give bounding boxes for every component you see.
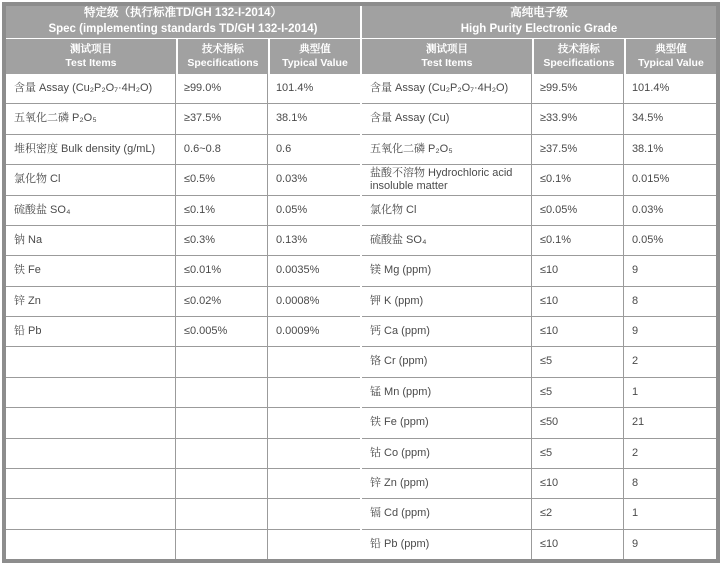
right-table-title [362,6,716,39]
right-grade-table [362,6,716,559]
spec-cell [176,530,268,559]
typical-value-cell [268,499,360,528]
table-row [6,469,360,499]
test-item-cell: 锰 Mn (ppm) [362,378,532,407]
test-item-cell: 铬 Cr (ppm) [362,347,532,376]
right-table-title-en: High Purity Electronic Grade [460,23,618,35]
spec-cell: ≥37.5% [532,135,624,164]
spec-cell: ≤0.3% [176,226,268,255]
spec-cell: ≤0.1% [176,196,268,225]
typical-value-cell: 1 [631,507,639,520]
column-header-specifications [532,39,624,74]
spec-cell: ≤0.005% [176,317,268,346]
test-item-cell [6,530,176,559]
test-item-cell: 氯化物 Cl [6,165,176,194]
spec-cell: ≤0.1% [532,226,624,255]
spec-cell: ≥99.0% [176,74,268,103]
spec-cell: ≤10 [532,317,624,346]
table-row [362,256,716,286]
test-item-cell [6,347,176,376]
test-item-cell: 铁 Fe [6,256,176,285]
test-item-cell: 含量 Assay (Cu₂P₂O₇·4H₂O) [362,74,532,103]
spec-cell: ≤50 [532,408,624,437]
column-header-label-cn: 测试项目 [425,42,468,55]
table-row [362,499,716,529]
spec-cell: ≤2 [532,499,624,528]
table-row [362,226,716,256]
right-table-title-cn: 高纯电子级 [510,7,568,20]
spec-cell: ≤10 [532,287,624,316]
typical-value-cell: 2 [631,355,639,368]
test-item-cell: 铅 Pb [6,317,176,346]
table-row [6,499,360,529]
typical-value-cell [268,347,360,376]
typical-value-cell: 0.03% [275,173,308,186]
spec-cell: ≤10 [532,469,624,498]
table-row [6,135,360,165]
typical-value-cell [268,408,360,437]
table-row [6,196,360,226]
column-header-label-cn: 测试项目 [69,42,112,55]
test-item-cell [6,378,176,407]
table-row [6,378,360,408]
typical-value-cell: 0.0035% [275,264,320,277]
table-row [6,104,360,134]
test-item-cell: 盐酸不溶物 Hydrochloric acid insoluble matter [362,165,532,194]
left-grade-table [6,6,360,559]
spec-cell: ≤0.01% [176,256,268,285]
typical-value-cell: 9 [631,264,639,277]
left-table-title-en: Spec (implementing standards TD/GH 132-I-2014) [48,23,318,35]
spec-cell [176,378,268,407]
spec-cell [176,347,268,376]
typical-value-cell: 34.5% [631,112,664,125]
table-row [6,347,360,377]
table-row [6,530,360,559]
column-header-label-en: Typical Value [282,56,348,69]
typical-value-cell: 8 [631,294,639,307]
column-header-label-en: Specifications [187,56,259,69]
typical-value-cell: 38.1% [275,112,308,125]
table-row [362,287,716,317]
right-column-header-row [362,39,716,74]
test-item-cell: 堆积密度 Bulk density (g/mL) [6,135,176,164]
spec-cell [176,469,268,498]
table-row [362,104,716,134]
test-item-cell [6,439,176,468]
column-header-typical-value [268,39,360,74]
test-item-cell: 硫酸盐 SO₄ [6,196,176,225]
typical-value-cell: 0.0008% [275,294,320,307]
table-row [362,74,716,104]
typical-value-cell: 0.03% [631,203,664,216]
spec-cell [176,439,268,468]
table-row [362,135,716,165]
spec-cell: 0.6~0.8 [176,135,268,164]
typical-value-cell: 0.05% [631,233,664,246]
typical-value-cell: 9 [631,537,639,550]
test-item-cell: 锌 Zn (ppm) [362,469,532,498]
test-item-cell: 钙 Ca (ppm) [362,317,532,346]
spec-cell: ≤5 [532,439,624,468]
right-table-body [362,74,716,559]
table-row [6,256,360,286]
typical-value-cell [268,530,360,559]
table-row [6,226,360,256]
spec-cell [176,499,268,528]
table-row [6,74,360,104]
test-item-cell [6,408,176,437]
table-row [6,165,360,195]
typical-value-cell: 101.4% [275,82,314,95]
spec-cell: ≥99.5% [532,74,624,103]
test-item-cell: 铁 Fe (ppm) [362,408,532,437]
left-table-body [6,74,360,559]
test-item-cell [6,499,176,528]
test-item-cell: 含量 Assay (Cu) [362,104,532,133]
spec-cell: ≥33.9% [532,104,624,133]
typical-value-cell [268,439,360,468]
test-item-cell: 硫酸盐 SO₄ [362,226,532,255]
test-item-cell: 钠 Na [6,226,176,255]
spec-cell [176,408,268,437]
spec-cell: ≤5 [532,347,624,376]
table-row [362,317,716,347]
spec-cell: ≤0.02% [176,287,268,316]
test-item-cell: 氯化物 Cl [362,196,532,225]
left-column-header-row [6,39,360,74]
typical-value-cell: 101.4% [631,82,670,95]
left-table-title-cn: 特定级（执行标准TD/GH 132-I-2014） [83,7,283,20]
test-item-cell [6,469,176,498]
test-item-cell: 镉 Cd (ppm) [362,499,532,528]
typical-value-cell [268,378,360,407]
table-row [362,439,716,469]
column-header-label-en: Test Items [421,56,473,69]
column-header-test-items [362,39,532,74]
spec-cell: ≤0.05% [532,196,624,225]
typical-value-cell: 1 [631,385,639,398]
typical-value-cell: 0.13% [275,233,308,246]
typical-value-cell: 0.05% [275,203,308,216]
column-header-test-items [6,39,176,74]
column-header-label-cn: 典型值 [655,42,687,55]
column-header-label-cn: 技术指标 [557,42,600,55]
test-item-cell: 锌 Zn [6,287,176,316]
table-row [362,378,716,408]
spec-cell: ≤5 [532,378,624,407]
spec-cell: ≥37.5% [176,104,268,133]
column-header-label-cn: 技术指标 [201,42,244,55]
typical-value-cell: 38.1% [631,142,664,155]
test-item-cell: 五氧化二磷 P₂O₅ [362,135,532,164]
table-row [362,408,716,438]
typical-value-cell: 21 [631,416,645,429]
table-row [6,439,360,469]
typical-value-cell: 0.6 [275,142,292,155]
column-header-specifications [176,39,268,74]
table-row [362,469,716,499]
test-item-cell: 五氧化二磷 P₂O₅ [6,104,176,133]
test-item-cell: 镁 Mg (ppm) [362,256,532,285]
typical-value-cell: 8 [631,476,639,489]
test-item-cell: 含量 Assay (Cu₂P₂O₇·4H₂O) [6,74,176,103]
table-row [6,317,360,347]
table-row [6,408,360,438]
table-row [362,347,716,377]
typical-value-cell: 0.015% [631,173,670,186]
column-header-label-cn: 典型值 [299,42,331,55]
typical-value-cell: 2 [631,446,639,459]
column-header-label-en: Specifications [543,56,615,69]
column-header-label-en: Typical Value [638,56,704,69]
test-item-cell: 铅 Pb (ppm) [362,530,532,559]
test-item-cell: 钴 Co (ppm) [362,439,532,468]
table-row [362,530,716,559]
spec-cell: ≤10 [532,256,624,285]
typical-value-cell: 9 [631,325,639,338]
typical-value-cell [268,469,360,498]
left-table-title [6,6,360,39]
spec-cell: ≤0.5% [176,165,268,194]
typical-value-cell: 0.0009% [275,325,320,338]
table-row [6,287,360,317]
column-header-label-en: Test Items [65,56,117,69]
table-row [362,196,716,226]
spec-sheet [2,2,720,563]
column-header-typical-value [624,39,716,74]
spec-cell: ≤0.1% [532,165,624,194]
table-row [362,165,716,195]
spec-cell: ≤10 [532,530,624,559]
test-item-cell: 钾 K (ppm) [362,287,532,316]
